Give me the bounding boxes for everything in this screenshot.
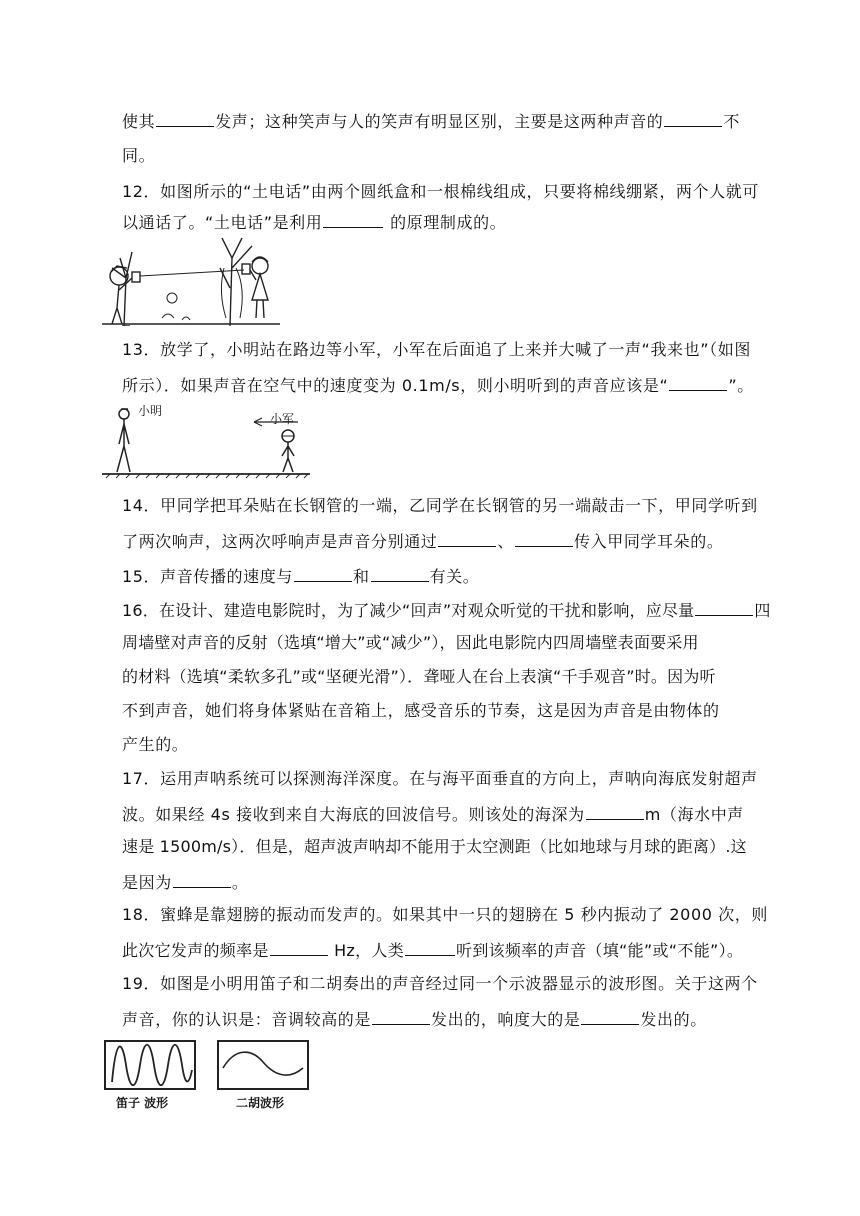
q17-line-4 [122, 869, 248, 895]
answer-blank[interactable] [581, 1006, 639, 1025]
answer-blank[interactable] [669, 372, 727, 391]
q15-text-c: 有关。 [429, 567, 480, 586]
answer-blank[interactable] [586, 801, 644, 820]
flute-waveform-caption: 笛子 波形 [116, 1096, 169, 1110]
q17-text-a: 是因为 [122, 873, 172, 892]
q15-text-b: 和 [352, 567, 370, 586]
q17-line-3: 速是 1500m/s）．但是，超声波声呐却不能用于太空测距（比如地球与月球的距离）.这 [122, 837, 747, 856]
q14-text-a: 了两次响声，这两次呼响声是声音分别通过 [122, 532, 438, 551]
answer-blank[interactable] [156, 108, 214, 127]
xiaoming-xiaojun-figure [102, 402, 310, 480]
q12-line-1: 12．如图所示的“土电话”由两个圆纸盒和一根棉线组成，只要将棉线绷紧，两个人就可 [122, 182, 759, 201]
q19-line-2 [122, 1006, 707, 1032]
q16-line-4: 不到声音，她们将身体紧贴在音箱上，感受音乐的节奏，这是因为声音是由物体的 [122, 701, 720, 720]
erhu-waveform-caption: 二胡波形 [236, 1096, 285, 1110]
xiaojun-label: 小军 [270, 412, 295, 426]
answer-blank[interactable] [371, 563, 429, 582]
q19-line-1: 19．如图是小明用笛子和二胡奏出的声音经过同一个示波器显示的波形图。关于这两个 [122, 974, 758, 993]
q16-line-5: 产生的。 [122, 735, 189, 754]
q12-line-2 [122, 209, 506, 235]
q16-text-b: 四 [754, 601, 771, 620]
q11-text-a: 使其 [122, 112, 156, 131]
q11-text-b: 发声；这种笑声与人的笑声有明显区别，主要是这两种声音的 [215, 112, 664, 131]
tin-can-telephone-figure [102, 238, 280, 326]
q17-text-b: 。 [231, 873, 249, 892]
q13-text-a: 所示）．如果声音在空气中的速度变为 0.1m/s，则小明听到的声音应该是“ [122, 376, 669, 395]
q17-line-1: 17．运用声呐系统可以探测海洋深度。在与海平面垂直的方向上，声呐向海底发射超声 [122, 769, 758, 788]
xiaoming-label: 小明 [138, 404, 163, 418]
answer-blank[interactable] [294, 563, 352, 582]
q11-text-c: 不 [723, 112, 741, 131]
answer-blank[interactable] [270, 937, 328, 956]
answer-blank[interactable] [664, 108, 722, 127]
q14-line-1: 14．甲同学把耳朵贴在长钢管的一端，乙同学在长钢管的另一端敲击一下，甲同学听到 [122, 496, 758, 515]
q18-text-c: 听到该频率的声音（填“能”或“不能”）。 [456, 941, 744, 960]
q15-line-1 [122, 563, 479, 589]
q18-text-a: 此次它发声的频率是 [122, 941, 269, 960]
q18-line-2 [122, 937, 743, 963]
q16-text-a: 16．在设计、建造电影院时，为了减少“回声”对观众听觉的干扰和影响，应尽量 [122, 601, 695, 620]
q14-text-b: 、 [497, 532, 515, 551]
erhu-waveform-figure [217, 1040, 309, 1090]
answer-blank[interactable] [173, 869, 231, 888]
q15-text-a: 15．声音传播的速度与 [122, 567, 293, 586]
q13-text-b: ”。 [728, 376, 754, 395]
q13-line-2 [122, 372, 754, 398]
answer-blank[interactable] [695, 597, 753, 616]
q18-text-b: Hz，人类 [328, 941, 405, 960]
answer-blank[interactable] [372, 1006, 430, 1025]
q11-line-1 [122, 108, 740, 134]
q14-text-c: 传入甲同学耳朵的。 [574, 532, 724, 551]
q18-line-1: 18．蜜蜂是靠翅膀的振动而发声的。如果其中一只的翅膀在 5 秒内振动了 2000 次，则 [122, 905, 769, 924]
q16-line-1 [122, 597, 771, 623]
q12-text-b: 的原理制成的。 [384, 213, 507, 232]
q16-line-3: 的材料（选填“柔软多孔”或“坚硬光滑”）．聋哑人在台上表演“千手观音”时。因为听 [122, 667, 716, 686]
flute-waveform-figure [104, 1040, 196, 1090]
q11-line-2: 同。 [122, 146, 156, 165]
q19-text-b: 发出的，响度大的是 [431, 1010, 581, 1029]
q12-text-a: 以通话了。“土电话”是利用 [122, 213, 323, 232]
answer-blank[interactable] [323, 209, 383, 228]
answer-blank[interactable] [405, 937, 455, 956]
q17-text-a: 波。如果经 4s 接收到来自大海底的回波信号。则该处的海深为 [122, 805, 585, 824]
q19-text-c: 发出的。 [640, 1010, 707, 1029]
q19-text-a: 声音，你的认识是：音调较高的是 [122, 1010, 372, 1029]
q16-line-2: 周墙壁对声音的反射（选填“增大”或“减少”），因此电影院内四周墙壁表面要采用 [122, 633, 699, 652]
q17-text-b: m（海水中声 [644, 805, 744, 824]
answer-blank[interactable] [515, 528, 573, 547]
q17-line-2 [122, 801, 744, 827]
answer-blank[interactable] [438, 528, 496, 547]
q14-line-2 [122, 528, 723, 554]
q13-line-1: 13．放学了，小明站在路边等小军，小军在后面追了上来并大喊了一声“我来也”（如图 [122, 340, 751, 359]
